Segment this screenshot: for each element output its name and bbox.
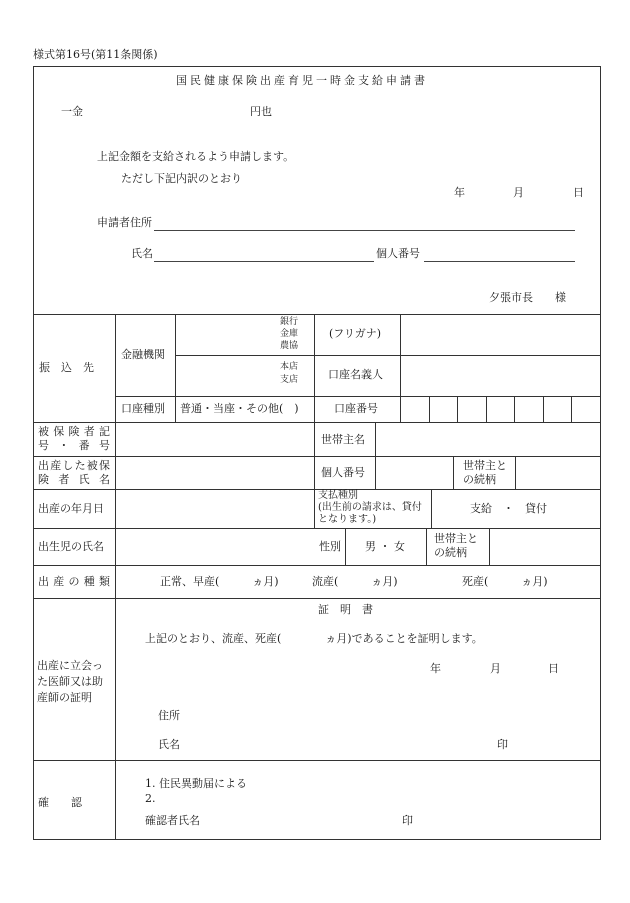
confirmation-label: 確 認 (38, 796, 82, 809)
bank-type-nokyo: 農協 (280, 341, 299, 351)
payment-options[interactable]: 支給 ・ 貸付 (470, 502, 547, 515)
birth-type-death[interactable]: 死産( ヵ月) (462, 575, 548, 588)
certificate-year: 年 (430, 662, 441, 675)
certificate-address-label: 住所 (158, 709, 180, 722)
payment-type-note: (出生前の請求は、貸付となります。) (318, 502, 422, 525)
certificate-day: 日 (548, 662, 559, 675)
bank-type-shinkin: 金庫 (280, 329, 299, 339)
branch-type-head: 本店 (280, 362, 299, 372)
gender-options[interactable]: 男 ・ 女 (365, 540, 405, 553)
institution-label: 金融機関 (121, 348, 165, 361)
account-type-options[interactable]: 普通・当座・その他( ) (180, 402, 299, 415)
bank-type-bank: 銀行 (280, 317, 299, 327)
gender-label: 性別 (319, 540, 341, 553)
insured-number-label: 被保険者記号・番号 (38, 425, 110, 452)
date-month: 月 (513, 186, 524, 199)
birth-insured-name-label: 出産した被保険者氏名 (38, 459, 110, 486)
birth-type-normal[interactable]: 正常、早産( ヵ月) (160, 575, 279, 588)
applicant-personal-number-label: 個人番号 (376, 247, 420, 260)
applicant-name-label: 氏名 (131, 247, 153, 260)
addressee: 夕張市長 様 (489, 291, 566, 304)
child-name-label: 出生児の氏名 (38, 540, 104, 553)
relation-label: 世帯主との続柄 (463, 459, 507, 486)
applicant-address-label: 申請者住所 (97, 216, 152, 229)
account-type-label: 口座種別 (121, 402, 165, 415)
confirmation-item-2[interactable]: 2. (145, 792, 156, 805)
applicant-name-field[interactable] (154, 261, 374, 262)
amount-prefix: 一金 (61, 105, 83, 118)
confirmation-item-1[interactable]: 1. 住民異動届による (145, 777, 247, 790)
form-title: 国民健康保険出産育児一時金支給申請書 (176, 74, 428, 87)
payment-type-label: 支払種別 (318, 490, 358, 501)
date-year: 年 (454, 186, 465, 199)
account-holder-label: 口座名義人 (328, 368, 383, 381)
form-number-label: 様式第16号(第11条関係) (33, 48, 158, 61)
confirmer-seal: 印 (402, 814, 413, 827)
confirmer-name-label: 確認者氏名 (145, 814, 200, 827)
form-frame (33, 66, 601, 840)
birth-type-stillbirth[interactable]: 流産( ヵ月) (312, 575, 398, 588)
row-personal-number-label: 個人番号 (321, 466, 365, 479)
certificate-side-label: 出産に立会った医師又は助産師の証明 (37, 659, 103, 704)
certificate-statement: 上記のとおり、流産、死産( ヵ月)であることを証明します。 (145, 632, 483, 645)
furigana-label: (フリガナ) (329, 327, 382, 340)
applicant-address-field[interactable] (154, 230, 575, 231)
branch-type-branch: 支店 (280, 375, 299, 385)
household-head-name-label: 世帯主名 (321, 433, 365, 446)
certificate-seal: 印 (497, 738, 508, 751)
date-day: 日 (573, 186, 584, 199)
birth-date-label: 出産の年月日 (38, 502, 104, 515)
birth-type-label: 出産の種類 (38, 575, 110, 588)
amount-suffix: 円也 (250, 105, 272, 118)
certificate-name-label: 氏名 (158, 738, 180, 751)
transfer-label: 振 込 先 (39, 361, 94, 374)
breakdown-text: ただし下記内訳のとおり (121, 172, 242, 185)
certificate-heading: 証 明 書 (318, 603, 373, 616)
request-text: 上記金額を支給されるよう申請します。 (97, 150, 295, 163)
applicant-personal-number-field[interactable] (424, 261, 575, 262)
certificate-month: 月 (490, 662, 501, 675)
child-relation-label: 世帯主との続柄 (434, 532, 478, 559)
account-number-label: 口座番号 (334, 402, 378, 415)
